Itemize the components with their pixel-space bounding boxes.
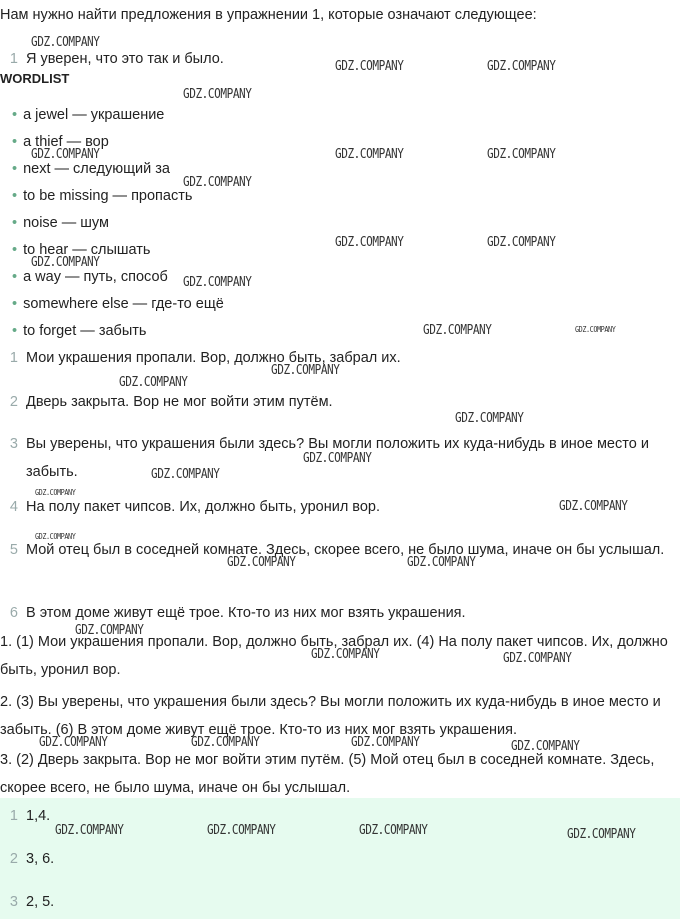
watermark: GDZ.COMPANY [335,147,404,162]
bullet-icon: • [12,134,18,150]
wordlist-item: • to be missing — пропасть [12,188,193,204]
watermark: GDZ.COMPANY [407,555,476,570]
sentence-item: 3 Вы уверены, что украшения были здесь? Вы могли положить их куда-нибудь в иное место и забыть. [9,436,649,480]
answer-item: 3 2, 5. [9,894,55,910]
bullet-icon: • [12,161,18,177]
watermark: GDZ.COMPANY [207,823,276,838]
explanation-item: 3. (2) Дверь закрыта. Вор не мог войти этим путём. (5) Мой отец был в соседней комнате. Здесь, скорее всего, не было шума, иначе он бы услышал. [0,752,655,796]
example-text: Я уверен, что это так и было. [26,51,224,67]
bullet-icon: • [12,323,18,339]
watermark: GDZ.COMPANY [303,451,372,466]
bullet-icon: • [12,269,18,285]
bullet-icon: • [12,215,18,231]
bullet-icon: • [12,242,18,258]
sentence-item: 1 Мои украшения пропали. Вор, должно быть, забрал их. [9,350,401,366]
wordlist-item: • noise — шум [12,215,109,231]
watermark: GDZ.COMPANY [183,275,252,290]
watermark: GDZ.COMPANY [487,147,556,162]
watermark: GDZ.COMPANY [335,235,404,250]
watermark: GDZ.COMPANY [227,555,296,570]
sentence-item: 5 Мой отец был в соседней комнате. Здесь, скорее всего, не было шума, иначе он бы услышал. [9,542,665,558]
watermark: GDZ.COMPANY [151,467,220,482]
wordlist-item: • to hear — слышать [12,242,151,258]
watermark: GDZ.COMPANY [183,87,252,102]
watermark: GDZ.COMPANY [559,499,628,514]
answer-item: 2 3, 6. [9,851,55,867]
watermark: GDZ.COMPANY [455,411,524,426]
watermark: GDZ.COMPANY [567,827,636,842]
wordlist-item: • to forget — забыть [12,323,147,339]
sentence-item: 6 В этом доме живут ещё трое. Кто-то из них мог взять украшения. [9,605,466,621]
explanation-item: 2. (3) Вы уверены, что украшения были здесь? Вы могли положить их куда-нибудь в иное место и забыть. (6) В этом доме живут ещё трое. Кто-то из них мог взять украшения. [0,694,661,738]
watermark: GDZ.COMPANY [191,735,260,750]
watermark: GDZ.COMPANY [311,647,380,662]
example-sentence [0,50,224,68]
watermark: GDZ.COMPANY [511,739,580,754]
watermark: GDZ.COMPANY [119,375,188,390]
watermark: GDZ.COMPANY [39,735,108,750]
watermark: GDZ.COMPANY [35,488,76,497]
sentence-item: 4 На полу пакет чипсов. Их, должно быть, уронил вор. [9,499,381,515]
wordlist-title: WORDLIST [0,71,70,86]
watermark: GDZ.COMPANY [31,35,100,50]
wordlist-item: • a way — путь, способ [12,269,168,285]
watermark: GDZ.COMPANY [31,147,100,162]
wordlist-item: • somewhere else — где-то ещё [12,296,224,312]
watermark: GDZ.COMPANY [55,823,124,838]
wordlist-item: • next — следующий за [12,161,170,177]
watermark: GDZ.COMPANY [35,532,76,541]
wordlist-item: • a jewel — украшение [12,107,165,123]
watermark: GDZ.COMPANY [183,175,252,190]
watermark: GDZ.COMPANY [423,323,492,338]
sentence-item: 2 Дверь закрыта. Вор не мог войти этим путём. [9,394,333,410]
bullet-icon: • [12,188,18,204]
watermark: GDZ.COMPANY [359,823,428,838]
explanation-item: 1. (1) Мои украшения пропали. Вор, должно быть, забрал их. (4) На полу пакет чипсов. Их, должно быть, уронил вор. [0,634,668,678]
watermark: GDZ.COMPANY [271,363,340,378]
watermark: GDZ.COMPANY [75,623,144,638]
answers-panel [0,798,680,919]
watermark: GDZ.COMPANY [351,735,420,750]
answer-item: 1 1,4. [9,808,51,824]
wordlist-item: • a thief — вор [12,134,109,150]
watermark: GDZ.COMPANY [487,235,556,250]
bullet-icon: • [12,296,18,312]
example-number: 1 [9,51,18,67]
intro-text: Нам нужно найти предложения в упражнении 1, которые означают следующее: [0,7,537,23]
bullet-icon: • [12,107,18,123]
watermark: GDZ.COMPANY [575,325,616,334]
watermark: GDZ.COMPANY [31,255,100,270]
watermark: GDZ.COMPANY [503,651,572,666]
watermark: GDZ.COMPANY [335,59,404,74]
watermark: GDZ.COMPANY [487,59,556,74]
